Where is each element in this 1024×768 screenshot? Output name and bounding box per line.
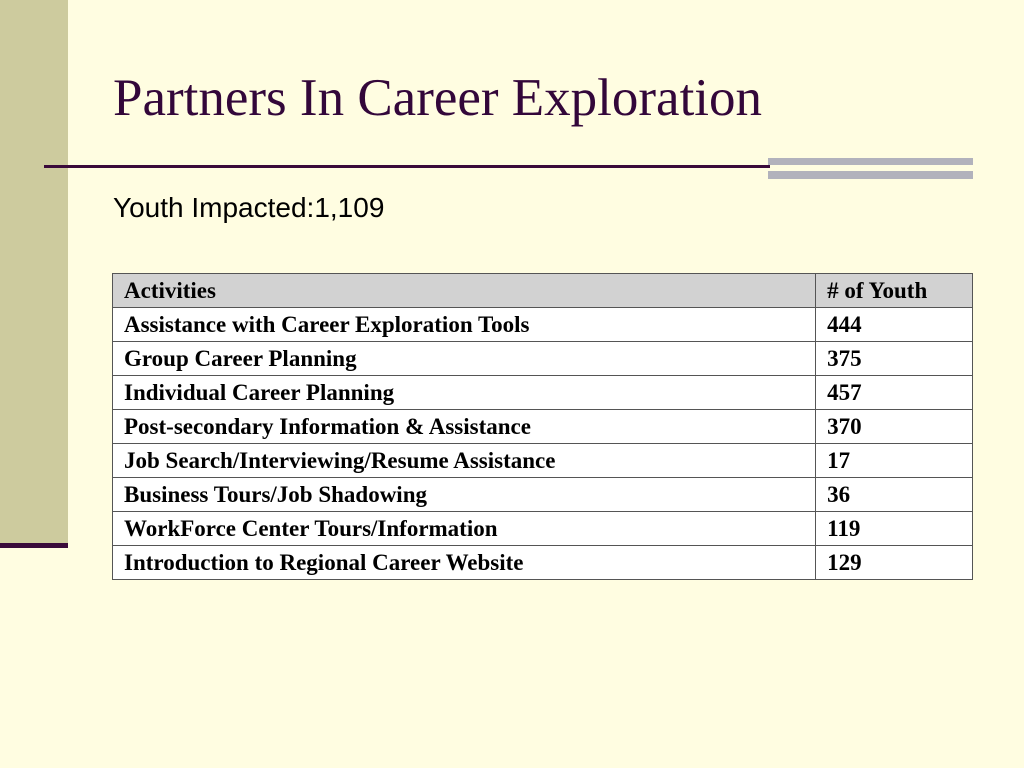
left-accent-line <box>0 543 68 548</box>
table-row <box>113 444 973 478</box>
table-row <box>113 512 973 546</box>
youth-count-cell: 119 <box>816 512 973 546</box>
activities-table <box>112 273 973 580</box>
youth-count-cell: 36 <box>816 478 973 512</box>
decor-bar-top <box>768 158 973 165</box>
youth-count-cell: 375 <box>816 342 973 376</box>
activity-cell: Individual Career Planning <box>113 376 816 410</box>
table-row <box>113 308 973 342</box>
table-row <box>113 376 973 410</box>
activity-cell: Post-secondary Information & Assistance <box>113 410 816 444</box>
youth-impacted-text: Youth Impacted:1,109 <box>113 192 385 223</box>
youth-count-cell: 17 <box>816 444 973 478</box>
header-num-youth: # of Youth <box>816 274 973 308</box>
activity-cell: Group Career Planning <box>113 342 816 376</box>
decor-bar-bottom <box>768 171 973 179</box>
table-row <box>113 478 973 512</box>
title-rule <box>44 165 770 168</box>
slide-title: Partners In Career Exploration <box>113 69 763 127</box>
youth-count-cell: 444 <box>816 308 973 342</box>
youth-count-cell: 457 <box>816 376 973 410</box>
left-decor-bar <box>0 0 68 543</box>
table-row <box>113 546 973 580</box>
table-row <box>113 410 973 444</box>
table-row <box>113 342 973 376</box>
activity-cell: WorkForce Center Tours/Information <box>113 512 816 546</box>
activity-cell: Assistance with Career Exploration Tools <box>113 308 816 342</box>
header-activities: Activities <box>113 274 816 308</box>
table-header-row <box>113 274 973 308</box>
activity-cell: Job Search/Interviewing/Resume Assistance <box>113 444 816 478</box>
youth-count-cell: 370 <box>816 410 973 444</box>
youth-count-cell: 129 <box>816 546 973 580</box>
activity-cell: Business Tours/Job Shadowing <box>113 478 816 512</box>
activity-cell: Introduction to Regional Career Website <box>113 546 816 580</box>
